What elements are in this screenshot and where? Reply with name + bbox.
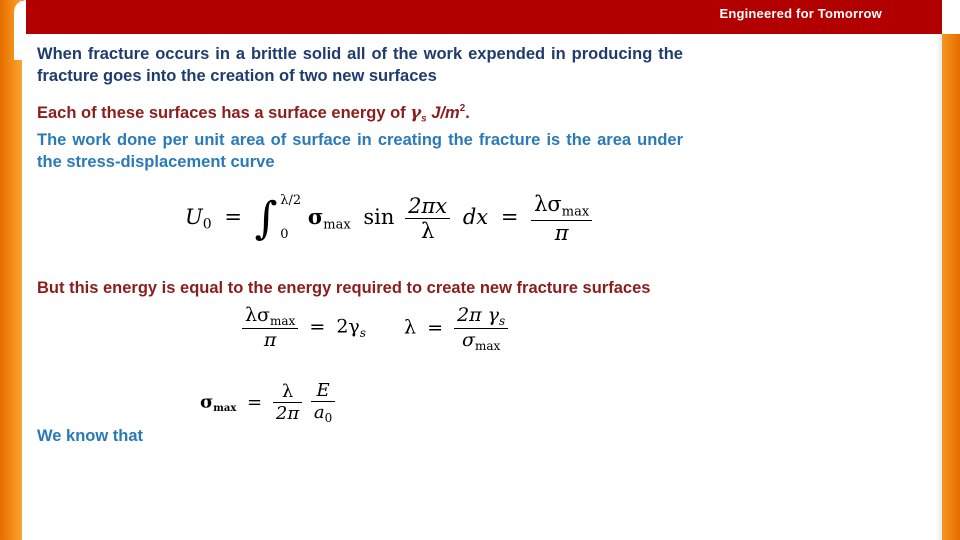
eq2-num: λσ	[245, 304, 271, 326]
paragraph-surface-energy	[37, 98, 683, 130]
surface-energy-text: Each of these surfaces has a surface energy of	[37, 103, 406, 122]
eq1-upper-limit: λ/2	[280, 193, 302, 209]
eq1-lhs: U	[185, 204, 203, 229]
eq1-rhs-num: λσ	[534, 192, 562, 216]
eq2-fraction	[242, 304, 298, 351]
eq3-fraction	[454, 304, 508, 353]
eq1-equals: =	[224, 204, 242, 229]
eq4-fraction2	[311, 380, 335, 425]
eq2-rhs-sub: s	[359, 325, 366, 340]
equation-work-integral	[185, 192, 592, 245]
paragraph-work-area: The work done per unit area of surface in creating the fracture is the area under the stress-displacement curve	[37, 131, 683, 171]
eq4-lhs-sub: max	[213, 403, 237, 415]
eq1-sigma-sub: max	[323, 217, 351, 233]
eq1-fraction	[405, 194, 450, 243]
eq3-num-sub: s	[499, 314, 506, 329]
eq1-equals2: =	[500, 204, 519, 229]
equation-sigma-max	[200, 380, 335, 425]
units-exponent: 2	[459, 103, 466, 114]
eq4-lhs: σ	[200, 391, 214, 413]
eq4-den2-sub: 0	[324, 411, 333, 426]
gamma-symbol: γ	[410, 102, 422, 122]
paragraph-we-know: We know that	[37, 427, 144, 445]
eq1-rhs-den: π	[554, 220, 569, 245]
eq2-num-sub: max	[270, 314, 296, 329]
paragraph-fracture-work: When fracture occurs in a brittle solid all of the work expended in producing the fracture goes into the creation of two new surfaces	[37, 45, 683, 85]
period: .	[465, 103, 470, 122]
eq1-rhs-num-sub: max	[561, 204, 590, 220]
right-accent-shadow	[936, 34, 942, 540]
equation-energy-balance	[242, 304, 366, 351]
eq1-rhs-num-wrap	[531, 192, 592, 221]
gamma-subscript: s	[421, 113, 427, 125]
eq3-num: 2π γ	[457, 304, 500, 326]
eq3-num-wrap	[454, 304, 508, 329]
eq1-rhs-fraction	[531, 192, 592, 245]
eq1-limits	[280, 193, 301, 243]
eq4-den1: 2π	[275, 403, 300, 425]
eq1-num: 2πx	[405, 194, 450, 219]
eq4-den2: a	[313, 402, 325, 423]
header-tagline: Engineered for Tomorrow	[719, 6, 882, 21]
eq3-lhs: λ	[404, 316, 417, 339]
eq4-num1: λ	[273, 381, 302, 403]
eq4-equals: =	[247, 391, 263, 413]
eq3-den: σ	[461, 329, 475, 352]
eq3-den-wrap	[454, 329, 508, 353]
integral-icon: ∫	[254, 192, 278, 244]
eq1-dx: dx	[462, 204, 489, 229]
header-bar	[0, 0, 942, 34]
eq2-rhs: 2γ	[336, 315, 360, 338]
eq2-den: π	[263, 329, 277, 352]
left-accent-notch	[14, 0, 26, 60]
header-corner	[942, 0, 960, 34]
eq1-sigma: σ	[307, 203, 324, 229]
eq3-equals: =	[427, 316, 444, 339]
eq1-lower-limit: 0	[280, 227, 289, 243]
eq2-equals: =	[309, 315, 326, 338]
right-accent-bar	[942, 34, 960, 540]
equation-lambda	[404, 304, 508, 353]
left-accent-bar	[0, 0, 22, 540]
eq1-den: λ	[420, 218, 435, 243]
eq4-fraction1	[273, 381, 302, 424]
eq4-num2: E	[311, 380, 335, 402]
eq2-num-wrap	[242, 304, 298, 329]
units-text: J/m	[431, 103, 460, 122]
eq4-den2-wrap	[311, 402, 335, 425]
paragraph-energy-equal: But this energy is equal to the energy required to create new fracture surfaces	[37, 279, 651, 297]
eq1-lhs-sub: 0	[202, 216, 212, 233]
eq1-sin: sin	[363, 204, 395, 229]
eq3-den-sub: max	[474, 339, 501, 354]
